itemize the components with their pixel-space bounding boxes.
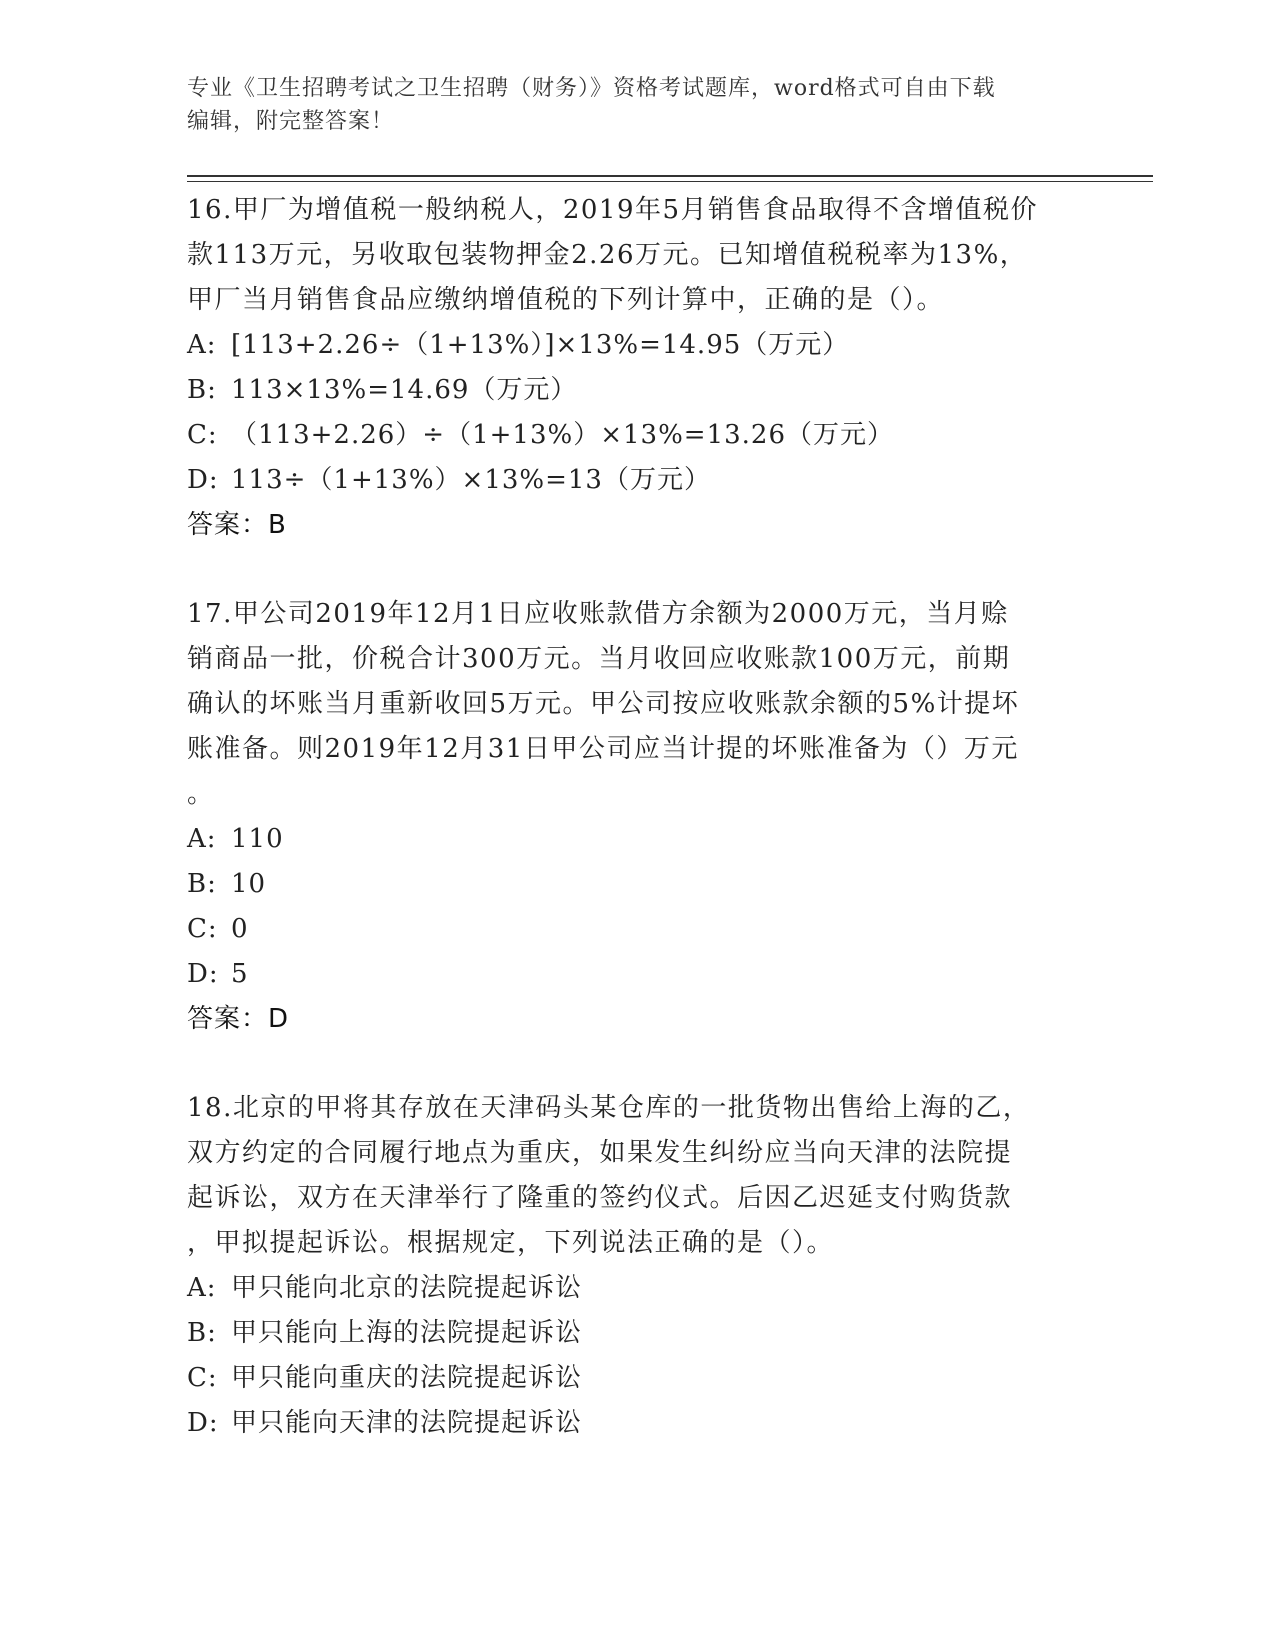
option-letter: B: bbox=[187, 1318, 217, 1348]
option-text: 甲只能向天津的法院提起诉讼 bbox=[231, 1408, 583, 1438]
question-spacer bbox=[187, 1042, 1087, 1086]
option-letter: D: bbox=[187, 1408, 219, 1438]
option-letter: A: bbox=[187, 824, 217, 854]
option-letter: D: bbox=[187, 959, 219, 989]
option-d bbox=[187, 952, 1087, 997]
question-16 bbox=[187, 188, 1087, 548]
question-stem-line: 款113万元，另收取包装物押金2.26万元。已知增值税税率为13%， bbox=[187, 240, 1028, 270]
option-text: 10 bbox=[231, 869, 267, 899]
option-letter: C: bbox=[187, 914, 218, 944]
answer-label: 答案：D bbox=[187, 1004, 290, 1034]
question-stem-line: 18.北京的甲将其存放在天津码头某仓库的一批货物出售给上海的乙， bbox=[187, 1093, 1031, 1123]
page-header bbox=[187, 72, 1087, 138]
option-letter: B: bbox=[187, 375, 217, 405]
option-text: （113+2.26）÷（1+13%）×13%=13.26（万元） bbox=[231, 420, 894, 450]
option-letter: B: bbox=[187, 869, 217, 899]
question-stem-line: 16.甲厂为增值税一般纳税人，2019年5月销售食品取得不含增值税价 bbox=[187, 195, 1039, 225]
option-text: 甲只能向上海的法院提起诉讼 bbox=[231, 1318, 583, 1348]
option-letter: A: bbox=[187, 1273, 217, 1303]
option-c bbox=[187, 413, 1087, 458]
option-c bbox=[187, 1356, 1087, 1401]
option-c bbox=[187, 907, 1087, 952]
option-letter: C: bbox=[187, 1363, 218, 1393]
question-stem-line: 起诉讼，双方在天津举行了隆重的签约仪式。后因乙迟延支付购货款 bbox=[187, 1183, 1013, 1213]
header-line-1: 专业《卫生招聘考试之卫生招聘（财务）》资格考试题库，word格式可自由下载 bbox=[187, 76, 996, 101]
question-stem-line: ，甲拟提起诉讼。根据规定，下列说法正确的是（）。 bbox=[187, 1228, 835, 1258]
question-17 bbox=[187, 592, 1087, 1042]
option-letter: C: bbox=[187, 420, 218, 450]
question-stem-line: 17.甲公司2019年12月1日应收账款借方余额为2000万元，当月赊 bbox=[187, 599, 1009, 629]
header-line-2: 编辑，附完整答案！ bbox=[187, 109, 395, 134]
answer-label: 答案：B bbox=[187, 510, 287, 540]
option-text: 110 bbox=[231, 824, 284, 854]
option-b bbox=[187, 1311, 1087, 1356]
question-stem-line: 。 bbox=[187, 779, 215, 809]
option-d bbox=[187, 458, 1087, 503]
option-a bbox=[187, 323, 1087, 368]
header-divider-thick bbox=[187, 175, 1153, 177]
option-text: 113×13%=14.69（万元） bbox=[231, 375, 578, 405]
option-letter: A: bbox=[187, 330, 217, 360]
option-text: 5 bbox=[231, 959, 249, 989]
question-spacer bbox=[187, 548, 1087, 592]
question-stem-line: 甲厂当月销售食品应缴纳增值税的下列计算中，正确的是（）。 bbox=[187, 285, 945, 315]
option-d bbox=[187, 1401, 1087, 1446]
option-text: [113+2.26÷（1+13%）]×13%=14.95（万元） bbox=[231, 330, 850, 360]
option-a bbox=[187, 817, 1087, 862]
option-text: 甲只能向北京的法院提起诉讼 bbox=[231, 1273, 583, 1303]
option-b bbox=[187, 368, 1087, 413]
question-stem-line: 账准备。则2019年12月31日甲公司应当计提的坏账准备为（）万元 bbox=[187, 734, 1019, 764]
option-a bbox=[187, 1266, 1087, 1311]
question-stem-line: 双方约定的合同履行地点为重庆，如果发生纠纷应当向天津的法院提 bbox=[187, 1138, 1013, 1168]
option-b bbox=[187, 862, 1087, 907]
question-stem-line: 确认的坏账当月重新收回5万元。甲公司按应收账款余额的5%计提坏 bbox=[187, 689, 1020, 719]
option-text: 甲只能向重庆的法院提起诉讼 bbox=[231, 1363, 583, 1393]
header-divider-thin bbox=[187, 181, 1153, 182]
question-list bbox=[187, 188, 1087, 1446]
option-letter: D: bbox=[187, 465, 219, 495]
option-text: 0 bbox=[231, 914, 249, 944]
option-text: 113÷（1+13%）×13%=13（万元） bbox=[231, 465, 711, 495]
question-18 bbox=[187, 1086, 1087, 1446]
question-stem-line: 销商品一批，价税合计300万元。当月收回应收账款100万元，前期 bbox=[187, 644, 1011, 674]
